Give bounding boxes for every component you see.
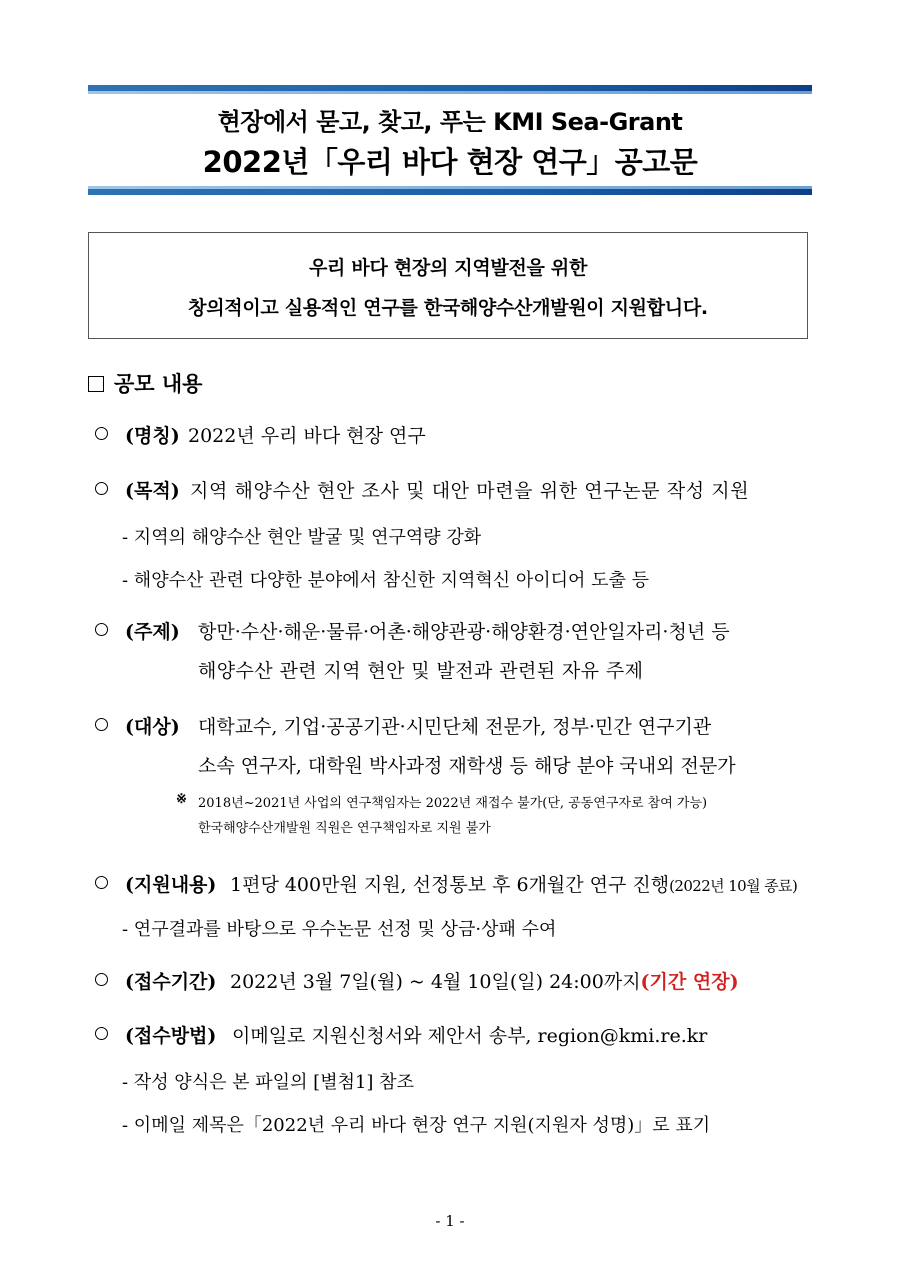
item-label: (지원내용) [125,874,217,896]
support-text: 1편당 400만원 지원, 선정통보 후 6개월간 연구 진행 [230,874,670,896]
checkbox-square-icon [88,376,104,392]
item-text: 2022년 우리 바다 현장 연구 [188,425,426,447]
item-label: (접수방법) [125,1025,217,1047]
bullet-circle-icon [95,973,108,986]
target-note-1: 2018년~2021년 사업의 연구책임자는 2022년 재접수 불가(단, 공동연구자로 참여 가능) [198,796,708,811]
item-label: (명칭) [125,425,180,447]
item-text [230,870,797,897]
bullet-circle-icon [95,427,108,440]
item-text: 이메일로 지원신청서와 제안서 송부, region@kmi.re.kr [232,1025,708,1047]
intro-line-1: 우리 바다 현장의 지역발전을 위한 [308,257,588,279]
period-highlight: (기간 연장) [640,971,739,993]
bullet-circle-icon [95,482,108,495]
item-text [230,967,739,994]
header-rule-bottom [88,189,812,195]
item-label: (접수기간) [125,971,217,993]
header-rule-top-light [88,91,812,94]
item-text-line-1: 항만·수산·해운·물류·어촌·해양관광·해양환경·연안일자리·청년 등 [198,621,730,643]
method-sub-1: - 작성 양식은 본 파일의 [별첨1] 참조 [122,1072,414,1093]
section-title: 공모 내용 [114,372,203,396]
item-text-line-2: 해양수산 관련 지역 현안 및 발전과 관련된 자유 주제 [198,660,644,682]
intro-box [88,232,808,339]
purpose-sub-1: - 지역의 해양수산 현안 발굴 및 연구역량 강화 [122,527,482,548]
item-label: (주제) [125,621,180,643]
page-title: 2022년「우리 바다 현장 연구」공고문 [202,145,698,179]
item-text-line-1: 대학교수, 기업·공공기관·시민단체 전문가, 정부·민간 연구기관 [198,716,712,738]
bullet-circle-icon [95,718,108,731]
support-text-small: (2022년 10월 종료) [669,877,798,895]
item-text-line-2: 소속 연구자, 대학원 박사과정 재학생 등 해당 분야 국내외 전문가 [198,755,736,777]
bullet-circle-icon [95,623,108,636]
item-label: (대상) [125,716,180,738]
support-sub-1: - 연구결과를 바탕으로 우수논문 선정 및 상금·상패 수여 [122,919,557,940]
item-text: 지역 해양수산 현안 조사 및 대안 마련을 위한 연구논문 작성 지원 [190,480,750,502]
page-number: - 1 - [435,1212,465,1230]
intro-line-2: 창의적이고 실용적인 연구를 한국해양수산개발원이 지원합니다. [188,297,708,319]
period-text: 2022년 3월 7일(월) ~ 4월 10일(일) 24:00까지 [230,971,641,993]
page-subtitle: 현장에서 묻고, 찾고, 푸는 KMI Sea-Grant [217,108,683,136]
section-heading [88,368,202,398]
bullet-circle-icon [95,1027,108,1040]
bullet-circle-icon [95,876,108,889]
item-label: (목적) [125,480,180,502]
target-note-2: 한국해양수산개발원 직원은 연구책임자로 지원 불가 [198,821,491,836]
purpose-sub-2: - 해양수산 관련 다양한 분야에서 참신한 지역혁신 아이디어 도출 등 [122,570,650,591]
method-sub-2: - 이메일 제목은「2022년 우리 바다 현장 연구 지원(지원자 성명)」로 표기 [122,1115,711,1136]
note-mark: ※ [176,792,187,807]
